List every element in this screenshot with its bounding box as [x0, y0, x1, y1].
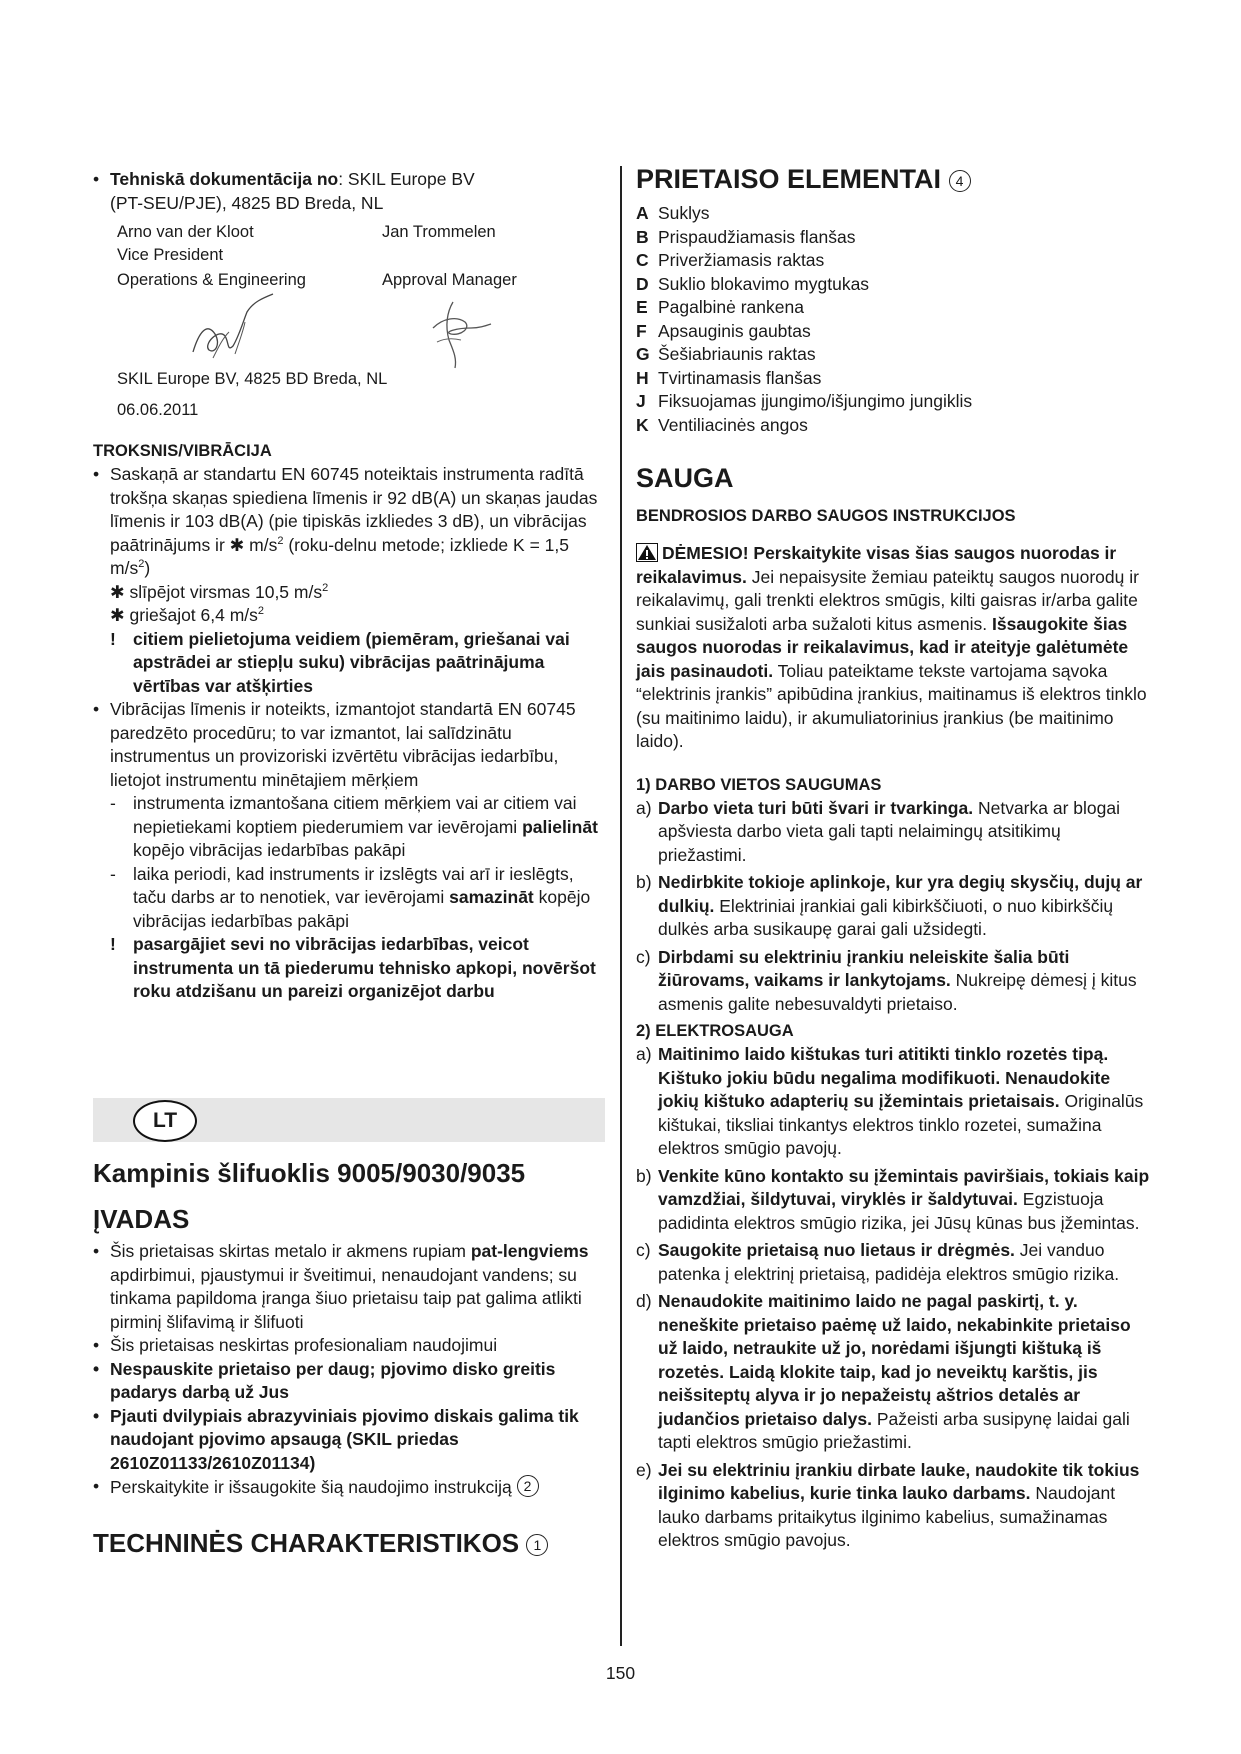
safety-item [636, 946, 1151, 1017]
signatories [93, 221, 605, 292]
safety-item [636, 1043, 1151, 1161]
left-column [93, 168, 605, 1004]
item-text: Pažeisti arba susipynę laidai gali tapti elektros smūgio priežastimi. [658, 1408, 1130, 1452]
dash1-text-b: palielināt [522, 816, 598, 837]
general-warning [636, 542, 1151, 754]
element-text: Pagalbinė rankena [658, 297, 804, 317]
element-letter: D [636, 273, 649, 294]
noise-vibration-heading: TROKSNIS/VIBRĀCIJA [93, 442, 272, 460]
techdoc-label: Tehniskā dokumentācija no [110, 169, 339, 189]
figure-ref-2: 2 [517, 1475, 539, 1497]
exclamation-mark: ! [110, 934, 116, 954]
signatory-1-dept: Operations & Engineering [117, 271, 306, 289]
element-text: Ventiliacinės angos [658, 414, 808, 435]
element-text: Šešiabriaunis raktas [658, 344, 816, 364]
item-text: Originalūs kištukai, tiksliai tinkantys elektros tinklo rozetei, sumažina elektros smūgio pavojų. [658, 1091, 1144, 1158]
dash2-text-b: samazināt [449, 887, 534, 907]
signatory-2-role: Approval Manager [382, 271, 517, 289]
elements-heading-text: PRIETAISO ELEMENTAI [636, 164, 949, 194]
tech-heading-text: TECHNINĖS CHARAKTERISTIKOS [93, 1527, 527, 1558]
safety-item [636, 1165, 1151, 1236]
vibration-cutting [93, 604, 605, 628]
item-text: Egzistuoja padidinta elektros smūgio rizika, jei Jūsų kūnas bus įžemintas. [658, 1189, 1140, 1233]
work-area-heading: 1) DARBO VIETOS SAUGUMAS [636, 775, 882, 794]
element-item [636, 320, 1151, 344]
item-text: Elektriniai įrankiai gali kibirkščiuoti, o nuo kibirkščių dulkės arba susikaupę garai gali užsidegti. [658, 895, 1114, 939]
element-text: Tvirtinamasis flanšas [658, 367, 822, 388]
warning-2-text: pasargājiet sevi no vibrācijas iedarbības, veicot instrumenta un tā piederumu tehnisko apkopi, novēršot roku atdzišanu un pareizi organizējot darbu [133, 934, 596, 1001]
signature-1-image [185, 292, 275, 364]
star1-sup: 2 [322, 581, 329, 594]
column-divider [620, 166, 622, 1646]
vibration-warning-2 [93, 933, 605, 1004]
element-letter: E [636, 297, 648, 317]
item-bold-text: Nedirbkite tokioje aplinkoje, kur yra degių skysčių, dujų ar dulkių. [658, 872, 1143, 916]
intro-item-3 [93, 1358, 605, 1405]
intro-heading: ĮVADAS [93, 1204, 190, 1234]
item-bold-text: Venkite kūno kontakto su įžemintais paviršiais, tokiais kaip vamzdžiai, šildytuvai, viryklės ir šaldytuvai. [658, 1165, 1150, 1209]
vibration-surface-grinding [93, 581, 605, 605]
signatory-1 [117, 221, 382, 292]
noise-sup-1: 2 [277, 534, 284, 547]
noise-bullet-2 [93, 698, 605, 792]
warning-1-text: citiem pielietojuma veidiem (piemēram, griešanai vai apstrādei ar stiepļu suku) vibrācijas paātrinājuma vērtības var atšķirties [133, 628, 570, 696]
element-letter: G [636, 344, 650, 364]
product-title: Kampinis šlifuoklis 9005/9030/9035 [93, 1158, 526, 1188]
noise-bullet-2-text: Vibrācijas līmenis ir noteikts, izmantojot standartā EN 60745 paredzēto procedūru; to var izmantot, lai salīdzinātu instrumentus un provizoriski izvērtētu vibrācijas iedarbību, lietojot instrumentu minētajiem mērķiem [110, 699, 576, 790]
vibration-warning-1 [93, 628, 605, 699]
item-marker: d) [636, 1291, 652, 1311]
elements-heading [636, 162, 1151, 196]
element-letter: B [636, 226, 649, 247]
element-text: Suklys [658, 203, 710, 223]
item-marker: c) [636, 1240, 651, 1260]
item-marker: a) [636, 797, 652, 818]
signature-date: 06.06.2011 [117, 401, 199, 419]
element-text: Prispaudžiamasis flanšas [658, 226, 856, 247]
noise-text-3: ) [144, 558, 151, 578]
warning-text-1: Jei nepaisysite žemiau pateiktų saugos nuorodų ir reikalavimų, gali trenkti elektros smūgis, kilti gaisras ir/arba galite sunkiai susižaloti arba sužaloti kitus asmenis. [636, 566, 1139, 634]
item-text: Jei vanduo patenka į elektrinį prietaisą, padidėja elektros smūgio rizika. [658, 1240, 1120, 1284]
signatory-2 [382, 221, 602, 292]
item-text: Netvarka ar blogai apšviesta darbo vieta gali tapti nelaimingų atsitikimų priežastimi. [658, 797, 1120, 865]
safety-item [636, 797, 1151, 868]
intro-item-2 [93, 1334, 605, 1358]
figure-ref-1: 1 [526, 1534, 548, 1556]
element-text: Fiksuojamas įjungimo/išjungimo jungiklis [658, 391, 973, 411]
noise-text-1: Saskaņā ar standartu EN 60745 noteiktais instrumenta radītā trokšņa skaņas spiediena līmenis ir 92 dB(A) un skaņas jaudas līmenis ir 103 dB(A) (pie tipiskās izkliedes 3 dB), un vibrācijas paātrinājums ir ✱ m/s [110, 464, 598, 555]
noise-bullet-1 [93, 463, 605, 581]
signatures-area [93, 292, 605, 368]
item-marker: b) [636, 872, 652, 892]
page-number: 150 [605, 1663, 636, 1683]
warning-bold-1: DĖMESIO! Perskaitykite visas šias saugos nuorodas ir reikalavimus. [636, 543, 1117, 587]
safety-heading: SAUGA [636, 463, 734, 493]
intro1-a: Šis prietaisas skirtas metalo ir akmens rupiam [110, 1241, 471, 1261]
element-item [636, 296, 1151, 320]
item-bold-text: Darbo vieta turi būti švari ir tvarkinga. [658, 797, 974, 818]
safety-item [636, 871, 1151, 942]
star2-sup: 2 [257, 605, 265, 618]
dash1-text-a: instrumenta izmantošana citiem mērķiem vai ar citiem vai nepietiekami koptiem piederumiem var ievērojami [133, 793, 577, 837]
vibration-dash-1 [93, 792, 605, 863]
language-section-bar [93, 1098, 605, 1142]
elements-list [636, 202, 1151, 437]
element-item [636, 202, 1151, 226]
item-bold-text: Maitinimo laido kištukas turi atitikti tinklo rozetės tipą. Kištuko jokiu būdu negalima modifikuoti. Nenaudokite jokių kištuko adapterių su įžemintais prietaisais. [658, 1044, 1111, 1111]
element-text: Apsauginis gaubtas [658, 320, 811, 341]
item-bold-text: Saugokite prietaisą nuo lietaus ir drėgmės. [658, 1240, 1015, 1260]
company-line: SKIL Europe BV, 4825 BD Breda, NL [117, 370, 388, 388]
element-item [636, 249, 1151, 273]
element-text: Priveržiamasis raktas [658, 250, 825, 270]
dash2-text-c: kopējo vibrācijas iedarbības pakāpi [133, 887, 591, 931]
star2-text: ✱ griešajot 6,4 m/s [110, 605, 258, 625]
safety-item [636, 1459, 1151, 1553]
safety-item [636, 1290, 1151, 1455]
language-badge [133, 1100, 197, 1142]
element-item [636, 414, 1151, 438]
item-bold-text: Jei su elektriniu įrankiu dirbate lauke, naudokite tik tokius ilginimo kabelius, kurie tinka lauko darbams. [658, 1459, 1140, 1503]
work-area-list [636, 797, 1151, 1017]
item-bold-text: Dirbdami su elektriniu įrankiu neleiskite šalia būti žiūrovams, vaikams ir lankytojams. [658, 946, 1070, 990]
element-item [636, 390, 1151, 414]
element-letter: J [636, 391, 646, 411]
techdoc-text: : SKIL Europe BV [338, 169, 475, 189]
techdoc-address: (PT-SEU/PJE), 4825 BD Breda, NL [110, 192, 384, 213]
element-text: Suklio blokavimo mygtukas [658, 273, 870, 294]
item-marker: c) [636, 946, 651, 967]
vibration-dash-2 [93, 863, 605, 934]
dash2-text-a: laika periodi, kad instruments ir izslēgts vai arī ir ieslēgts, taču darbs ar to nenotiek, var ievērojami [133, 863, 574, 907]
dash-mark: - [110, 793, 116, 813]
left-lower-column [93, 1156, 605, 1560]
intro5-text: Perskaitykite ir išsaugokite šią naudojimo instrukciją [110, 1477, 517, 1497]
element-letter: H [636, 367, 649, 388]
techdoc-bullet [93, 168, 605, 215]
item-marker: e) [636, 1459, 652, 1480]
element-item [636, 273, 1151, 297]
item-bold-text: Nenaudokite maitinimo laido ne pagal paskirtį, t. y. neneškite prietaiso paėmę už laido, nekabinkite prietaiso už laido, netraukite už jo, norėdami išjungti kištuką iš rozetės. Laidą klokite taip, kad jo neveiktų karštis, jis neišsiteptų alyva ir jo nepažeistų aštrios detalės ar judančios prietaiso dalys. [658, 1291, 1131, 1429]
intro-item-5 [93, 1475, 605, 1500]
electrical-safety-heading: 2) ELEKTROSAUGA [636, 1022, 794, 1040]
dash-mark: - [110, 863, 116, 884]
signature-2-image [423, 298, 493, 370]
noise-sup-2: 2 [138, 558, 145, 571]
signatory-1-name: Arno van der Kloot [117, 223, 254, 241]
figure-ref-4: 4 [949, 170, 971, 192]
item-text: Naudojant lauko darbams pritaikytus ilginimo kabelius, sumažinamas elektros smūgio pavojus. [658, 1483, 1116, 1550]
intro-item-1 [93, 1240, 605, 1334]
warning-triangle-icon [636, 543, 658, 562]
element-item [636, 226, 1151, 250]
intro1-b: pat-lengviems [470, 1241, 589, 1261]
warning-text-2: Toliau pateiktame tekste vartojama sąvoka “elektrinis įrankis” apibūdina įrankius, maitinamus iš elektros tinklo (su maitinimo laidu), ir akumuliatorinius įrankius (be maitinimo laido). [636, 660, 1147, 751]
element-item [636, 343, 1151, 367]
intro1-c: apdirbimui, pjaustymui ir šveitimui, nenaudojant vandens; su tinkama papildoma įranga šiuo prietaisu taip pat galima atlikti pirminį šlifavimą ir šlifuoti [110, 1264, 582, 1332]
intro4-text: Pjauti dvilypiais abrazyviniais pjovimo diskais galima tik naudojant pjovimo apsaugą (SKIL priedas 2610Z01133/2610Z01134) [110, 1405, 579, 1473]
element-item [636, 367, 1151, 391]
signatory-1-role: Vice President [117, 246, 224, 264]
noise-text-2: (roku-delnu metode; izkliede K = 1,5 m/s [110, 534, 569, 578]
item-marker: a) [636, 1044, 652, 1064]
language-badge-text: LT [152, 1109, 178, 1132]
dash1-text-c: kopējo vibrācijas iedarbības pakāpi [133, 840, 406, 860]
electrical-list [636, 1043, 1151, 1553]
right-column [636, 162, 1151, 1557]
intro2-text: Šis prietaisas neskirtas profesionaliam naudojimui [110, 1335, 498, 1355]
item-marker: b) [636, 1165, 652, 1186]
tech-heading [93, 1526, 605, 1560]
element-letter: C [636, 250, 649, 270]
element-letter: F [636, 320, 647, 341]
element-letter: K [636, 414, 649, 435]
exclamation-mark: ! [110, 628, 116, 649]
intro3-text: Nespauskite prietaiso per daug; pjovimo disko greitis padarys darbą už Jus [110, 1358, 556, 1402]
element-letter: A [636, 203, 649, 223]
star1-text: ✱ slīpējot virsmas 10,5 m/s [110, 581, 323, 602]
intro-item-4 [93, 1405, 605, 1476]
warning-bold-2: Išsaugokite šias saugos nuorodas ir reikalavimus, kad ir ateityje galėtumėte jais pasinaudoti. [636, 613, 1129, 681]
signatory-2-name: Jan Trommelen [382, 223, 496, 241]
general-safety-heading: BENDROSIOS DARBO SAUGOS INSTRUKCIJOS [636, 507, 1016, 525]
item-text: Nukreipę dėmesį į kitus asmenis galite nebesuvaldyti prietaiso. [658, 970, 1137, 1014]
safety-item [636, 1239, 1151, 1286]
